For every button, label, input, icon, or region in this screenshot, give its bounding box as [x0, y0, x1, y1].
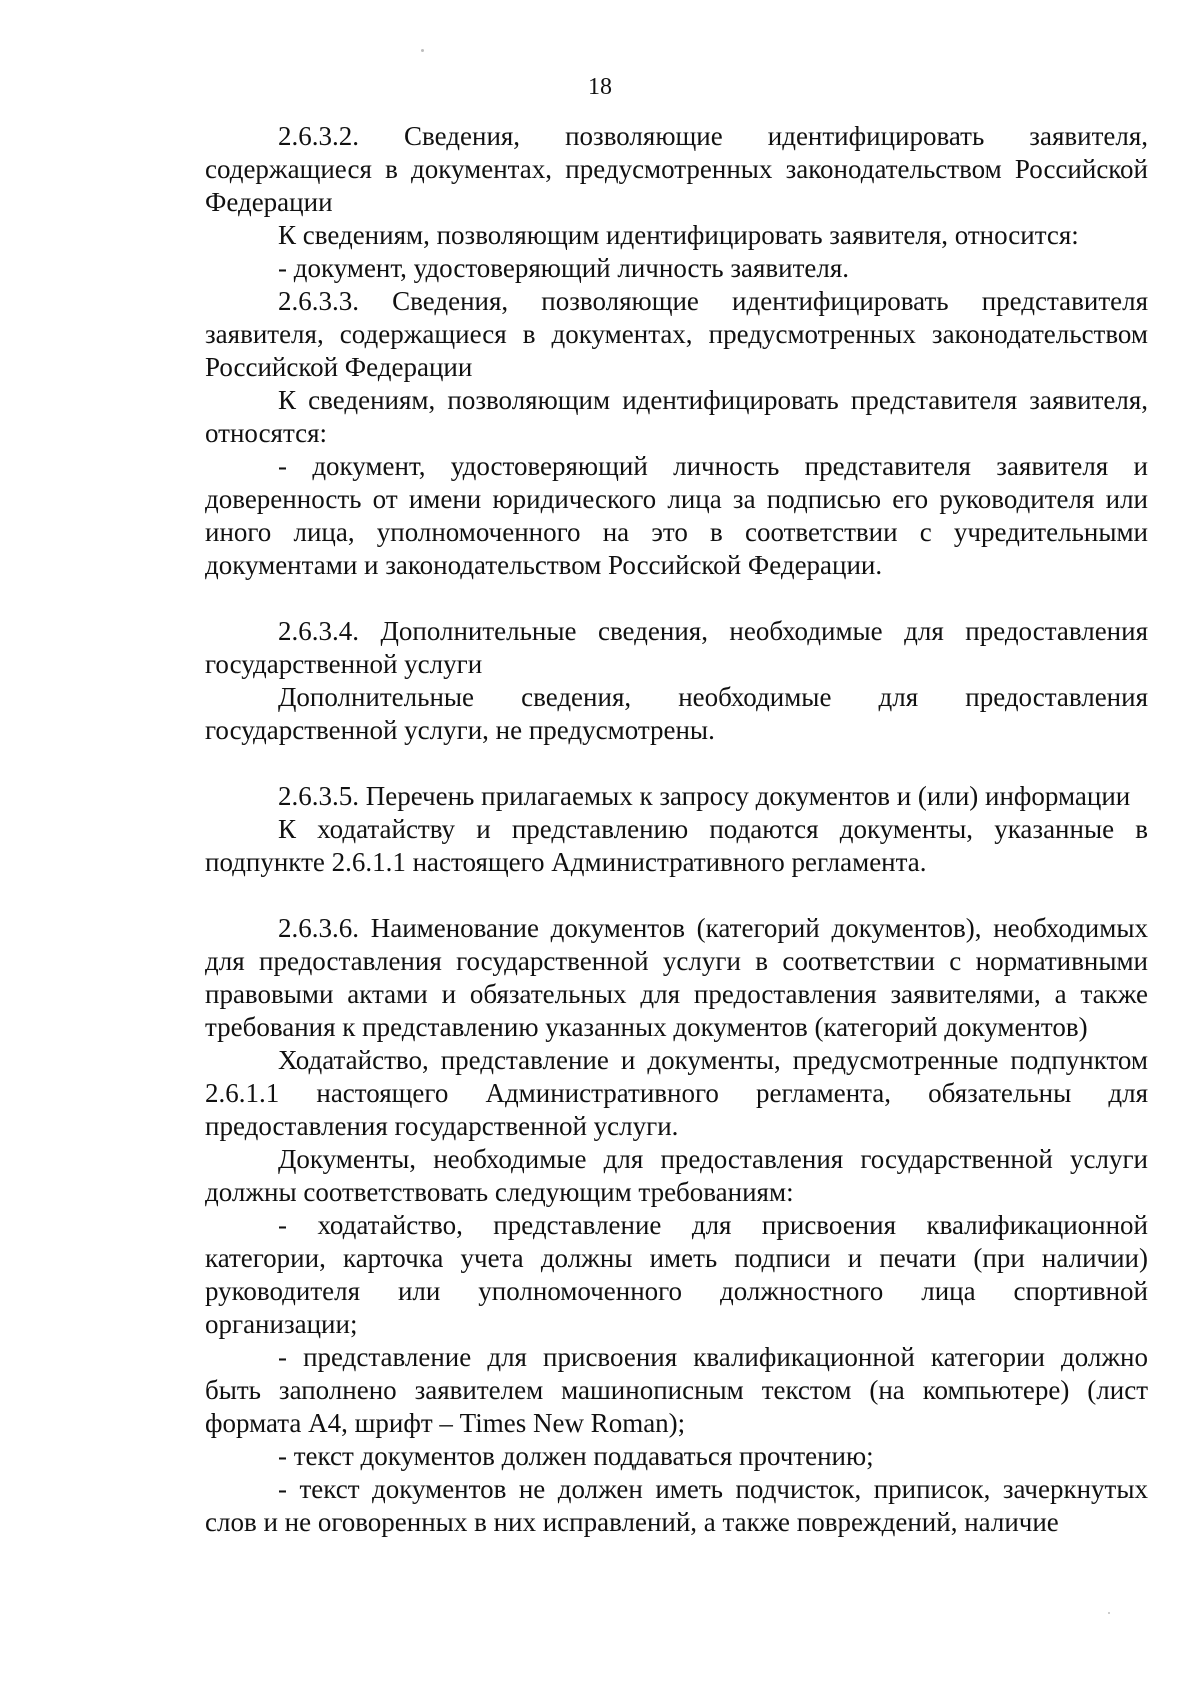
section-heading-2-6-3-5: 2.6.3.5. Перечень прилагаемых к запросу документов и (или) информации [278, 781, 1131, 811]
scan-speck [421, 49, 424, 52]
document-body [205, 120, 1148, 1539]
section-heading-2-6-3-3: 2.6.3.3. Сведения, позволяющие идентифицировать представителя заявителя, содержащиеся в документах, предусмотренных законодательством Российской Федерации [205, 286, 1148, 382]
list-item: - документ, удостоверяющий личность представителя заявителя и доверенность от имени юридического лица за подписью его руководителя или иного лица, уполномоченного на это в соответствии с учредительными документами и законодательством Российской Федерации. [205, 451, 1148, 580]
list-item: - текст документов не должен иметь подчисток, приписок, зачеркнутых слов и не оговоренных в них исправлений, а также повреждений, наличие [205, 1474, 1148, 1537]
list-item: - представление для присвоения квалификационной категории должно быть заполнено заявителем машинописным текстом (на компьютере) (лист формата А4, шрифт – Times New Roman); [205, 1342, 1148, 1438]
page-number: 18 [588, 74, 612, 100]
paragraph: К сведениям, позволяющим идентифицировать заявителя, относится: [278, 220, 1079, 250]
paragraph: К ходатайству и представлению подаются документы, указанные в подпункте 2.6.1.1 настоящего Административного регламента. [205, 814, 1148, 877]
paragraph: К сведениям, позволяющим идентифицировать представителя заявителя, относятся: [205, 385, 1148, 448]
scan-speck [1108, 1612, 1110, 1614]
list-item: - ходатайство, представление для присвоения квалификационной категории, карточка учета должны иметь подписи и печати (при наличии) руководителя или уполномоченного должностного лица спортивной организации; [205, 1210, 1148, 1339]
section-heading-2-6-3-2: 2.6.3.2. Сведения, позволяющие идентифицировать заявителя, содержащиеся в документах, предусмотренных законодательством Российской Федерации [205, 121, 1148, 217]
section-heading-2-6-3-6: 2.6.3.6. Наименование документов (категорий документов), необходимых для предоставления государственной услуги в соответствии с нормативными правовыми актами и обязательных для предоставления заявителями, а также требования к представлению указанных документов (категорий документов) [205, 913, 1148, 1042]
list-item: - текст документов должен поддаваться прочтению; [278, 1441, 874, 1471]
paragraph: Дополнительные сведения, необходимые для предоставления государственной услуги, не предусмотрены. [205, 682, 1148, 745]
paragraph: Ходатайство, представление и документы, предусмотренные подпунктом 2.6.1.1 настоящего Административного регламента, обязательны для предоставления государственной услуги. [205, 1045, 1148, 1141]
list-item: - документ, удостоверяющий личность заявителя. [278, 253, 850, 283]
paragraph: Документы, необходимые для предоставления государственной услуги должны соответствовать следующим требованиям: [205, 1144, 1148, 1207]
section-heading-2-6-3-4: 2.6.3.4. Дополнительные сведения, необходимые для предоставления государственной услуги [205, 616, 1148, 679]
